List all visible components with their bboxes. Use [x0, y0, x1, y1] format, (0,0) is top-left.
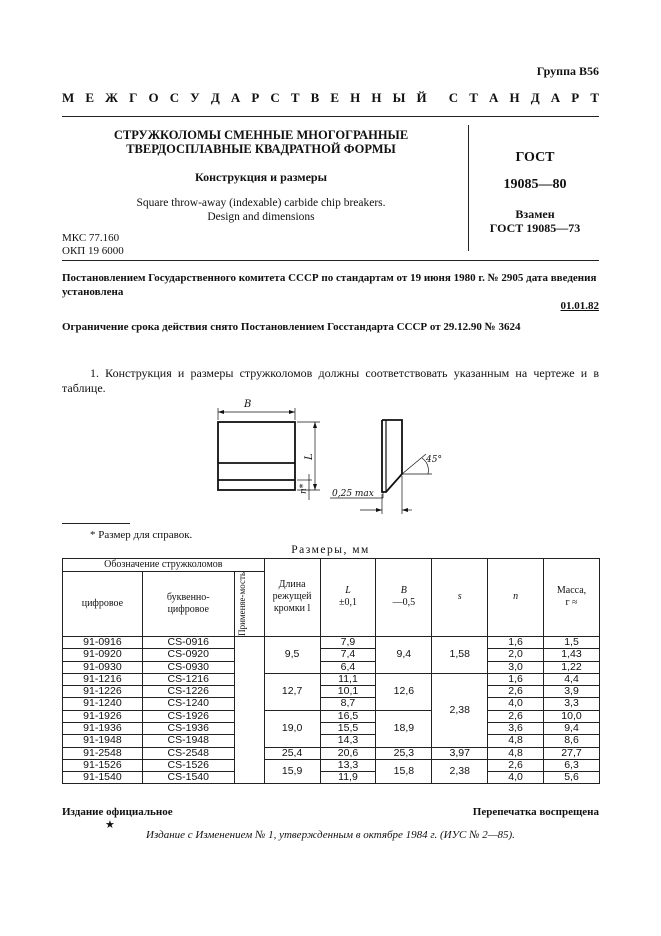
cell-L: 7,9 — [320, 636, 376, 648]
cell-L: 16,5 — [320, 710, 376, 722]
cell-mass: 1,22 — [544, 661, 600, 673]
cell-s: 2,38 — [432, 673, 488, 747]
table-row — [63, 722, 600, 734]
table-row — [63, 747, 600, 759]
cell-L: 20,6 — [320, 747, 376, 759]
replaces-number: ГОСТ 19085—73 — [489, 221, 581, 235]
english-title — [62, 196, 460, 224]
cell-mass: 6,3 — [544, 759, 600, 771]
banner-letter: С — [270, 90, 280, 105]
footnote: * Размер для справок. — [90, 529, 193, 541]
banner-letter: Т — [290, 90, 300, 105]
header-alpha: буквенно- цифровое — [142, 572, 234, 637]
banner-letter: А — [230, 90, 241, 105]
cell-s: 3,97 — [432, 747, 488, 759]
cell-digital: 91-1526 — [63, 759, 143, 771]
cell-alpha: CS-1216 — [142, 673, 234, 685]
cell-L: 10,1 — [320, 686, 376, 698]
cell-length: 25,4 — [264, 747, 320, 759]
cell-digital: 91-1540 — [63, 772, 143, 784]
cell-L: 11,1 — [320, 673, 376, 685]
label-n: n* — [299, 483, 309, 494]
cell-alpha: CS-0916 — [142, 636, 234, 648]
cell-mass: 3,3 — [544, 698, 600, 710]
banner-letter: Т — [469, 90, 478, 105]
classification-codes — [62, 232, 124, 258]
table-row — [63, 759, 600, 771]
banner-letter: Й — [416, 90, 427, 105]
cell-mass: 10,0 — [544, 710, 600, 722]
cell-mass: 5,6 — [544, 772, 600, 784]
dimensions-table — [62, 558, 600, 784]
introduction-date: 01.01.82 — [560, 300, 599, 312]
cell-digital: 91-0920 — [63, 649, 143, 661]
cell-digital: 91-1948 — [63, 735, 143, 747]
cell-length: 9,5 — [264, 636, 320, 673]
cell-applicability — [234, 636, 264, 784]
star-icon: ★ — [105, 819, 115, 831]
cell-alpha: CS-1540 — [142, 772, 234, 784]
header-digital: цифровое — [63, 572, 143, 637]
cell-alpha: CS-1926 — [142, 710, 234, 722]
cell-alpha: CS-1240 — [142, 698, 234, 710]
cell-digital: 91-1926 — [63, 710, 143, 722]
cell-B: 25,3 — [376, 747, 432, 759]
english-title-line-1: Square throw-away (indexable) carbide chip breakers. — [136, 197, 386, 209]
cell-digital: 91-0916 — [63, 636, 143, 648]
cell-L: 8,7 — [320, 698, 376, 710]
banner-letter: А — [550, 90, 561, 105]
header-designation: Обозначение стружколомов — [63, 559, 265, 572]
label-L: L — [304, 453, 315, 460]
banner-letter: Ж — [105, 90, 118, 105]
cell-alpha: CS-1948 — [142, 735, 234, 747]
cell-digital: 91-1226 — [63, 686, 143, 698]
paragraph-1: 1. Конструкция и размеры стружколомов должны соответствовать указанным на чертеже и в таблице. — [62, 366, 599, 395]
cell-n: 3,0 — [488, 661, 544, 673]
title-line-2: ТВЕРДОСПЛАВНЫЕ КВАДРАТНОЙ ФОРМЫ — [126, 142, 396, 156]
banner-letter: С — [169, 90, 180, 105]
cell-n: 3,6 — [488, 722, 544, 734]
standard-banner — [62, 90, 599, 106]
label-chamfer: 0,25 max — [332, 489, 374, 499]
title-divider — [62, 260, 599, 261]
header-n: n — [488, 559, 544, 637]
cell-s: 1,58 — [432, 636, 488, 673]
banner-letter: Н — [371, 90, 382, 105]
cell-mass: 4,4 — [544, 673, 600, 685]
cell-n: 4,8 — [488, 735, 544, 747]
replaces-block — [470, 207, 600, 235]
official-edition: Издание официальное — [62, 806, 173, 818]
header-L: L ±0,1 — [320, 559, 376, 637]
cell-L: 14,3 — [320, 735, 376, 747]
table-row — [63, 636, 600, 648]
limitation-text: Ограничение срока действия снято Постановлением Госстандарта СССР от 29.12.90 № 3624 — [62, 321, 521, 333]
cell-digital: 91-1936 — [63, 722, 143, 734]
resolution-text: Постановлением Государственного комитета СССР по стандартам от 19 июня 1980 г. № 2905 дата введения установлена — [62, 272, 597, 298]
gost-number: 19085—80 — [503, 177, 567, 192]
cell-digital: 91-1216 — [63, 673, 143, 685]
banner-letter: С — [448, 90, 459, 105]
cell-digital: 91-0930 — [63, 661, 143, 673]
banner-letter: Т — [590, 90, 599, 105]
cell-B: 15,8 — [376, 759, 432, 784]
banner-letter: Р — [571, 90, 580, 105]
cell-digital: 91-1240 — [63, 698, 143, 710]
banner-letter: Н — [350, 90, 361, 105]
table-row — [63, 649, 600, 661]
banner-letter: Д — [210, 90, 220, 105]
table-row — [63, 698, 600, 710]
cell-length: 12,7 — [264, 673, 320, 710]
cell-mass: 9,4 — [544, 722, 600, 734]
side-view-outline — [382, 420, 402, 492]
table-row — [63, 735, 600, 747]
banner-letter: О — [148, 90, 159, 105]
banner-letter: Г — [129, 90, 138, 105]
cell-alpha: CS-1526 — [142, 759, 234, 771]
title-block-divider — [468, 125, 469, 251]
cell-n: 2,6 — [488, 686, 544, 698]
cell-n: 2,0 — [488, 649, 544, 661]
gost-label: ГОСТ — [515, 150, 555, 165]
table-row — [63, 710, 600, 722]
cell-B: 18,9 — [376, 710, 432, 747]
cell-mass: 1,43 — [544, 649, 600, 661]
table-row — [63, 661, 600, 673]
table-row — [63, 772, 600, 784]
cell-n: 2,6 — [488, 759, 544, 771]
banner-letter: А — [489, 90, 499, 105]
banner-letter: Ы — [392, 90, 406, 105]
cell-L: 11,9 — [320, 772, 376, 784]
cell-L: 13,3 — [320, 759, 376, 771]
table-caption: Размеры, мм — [291, 544, 370, 556]
document-title — [62, 128, 460, 156]
cell-alpha: CS-0930 — [142, 661, 234, 673]
cell-n: 4,8 — [488, 747, 544, 759]
banner-letter: Р — [251, 90, 260, 105]
cell-mass: 1,5 — [544, 636, 600, 648]
banner-letter: У — [190, 90, 200, 105]
group-code: Группа В56 — [536, 64, 599, 78]
cell-s: 2,38 — [432, 759, 488, 784]
header-length: Длина режущей кромки l — [264, 559, 320, 637]
header-divider — [62, 116, 599, 117]
cell-alpha: CS-2548 — [142, 747, 234, 759]
banner-letter: М — [62, 90, 75, 105]
cell-alpha: CS-1936 — [142, 722, 234, 734]
cell-B: 12,6 — [376, 673, 432, 710]
label-B: B — [244, 399, 252, 410]
document-subtitle: Конструкция и размеры — [195, 170, 327, 184]
title-line-1: СТРУЖКОЛОМЫ СМЕННЫЕ МНОГОГРАННЫЕ — [113, 128, 409, 142]
cell-alpha: CS-1226 — [142, 686, 234, 698]
cell-n: 2,6 — [488, 710, 544, 722]
cell-L: 7,4 — [320, 649, 376, 661]
label-angle: 45° — [426, 455, 442, 465]
replaces-label: Взамен — [515, 207, 555, 221]
banner-letter: Е — [85, 90, 95, 105]
cell-mass: 8,6 — [544, 735, 600, 747]
cell-n: 4,0 — [488, 772, 544, 784]
okp-code: ОКП 19 6000 — [62, 245, 124, 257]
english-title-line-2: Design and dimensions — [207, 211, 315, 223]
header-applicability: Применяе-мость — [234, 572, 264, 637]
banner-letter: Е — [330, 90, 340, 105]
cell-n: 1,6 — [488, 636, 544, 648]
reprint-notice: Перепечатка воспрещена — [472, 806, 599, 818]
cell-mass: 3,9 — [544, 686, 600, 698]
cell-mass: 27,7 — [544, 747, 600, 759]
banner-letter: Д — [530, 90, 540, 105]
banner-letter: В — [310, 90, 320, 105]
table-row — [63, 686, 600, 698]
cell-alpha: CS-0920 — [142, 649, 234, 661]
cell-digital: 91-2548 — [63, 747, 143, 759]
header-s: s — [432, 559, 488, 637]
footnote-divider — [62, 523, 130, 524]
banner-letter: Н — [509, 90, 520, 105]
cell-n: 4,0 — [488, 698, 544, 710]
edition-note: Издание с Изменением № 1, утвержденным в октябре 1984 г. (ИУС № 2—85). — [146, 829, 515, 841]
header-mass: Масса, г ≈ — [544, 559, 600, 637]
cell-length: 19,0 — [264, 710, 320, 747]
cell-L: 6,4 — [320, 661, 376, 673]
cell-length: 15,9 — [264, 759, 320, 784]
cell-L: 15,5 — [320, 722, 376, 734]
mks-code: МКС 77.160 — [62, 232, 120, 244]
cell-n: 1,6 — [488, 673, 544, 685]
technical-drawing — [200, 392, 460, 516]
table-row — [63, 673, 600, 685]
cell-B: 9,4 — [376, 636, 432, 673]
header-B: B —0,5 — [376, 559, 432, 637]
